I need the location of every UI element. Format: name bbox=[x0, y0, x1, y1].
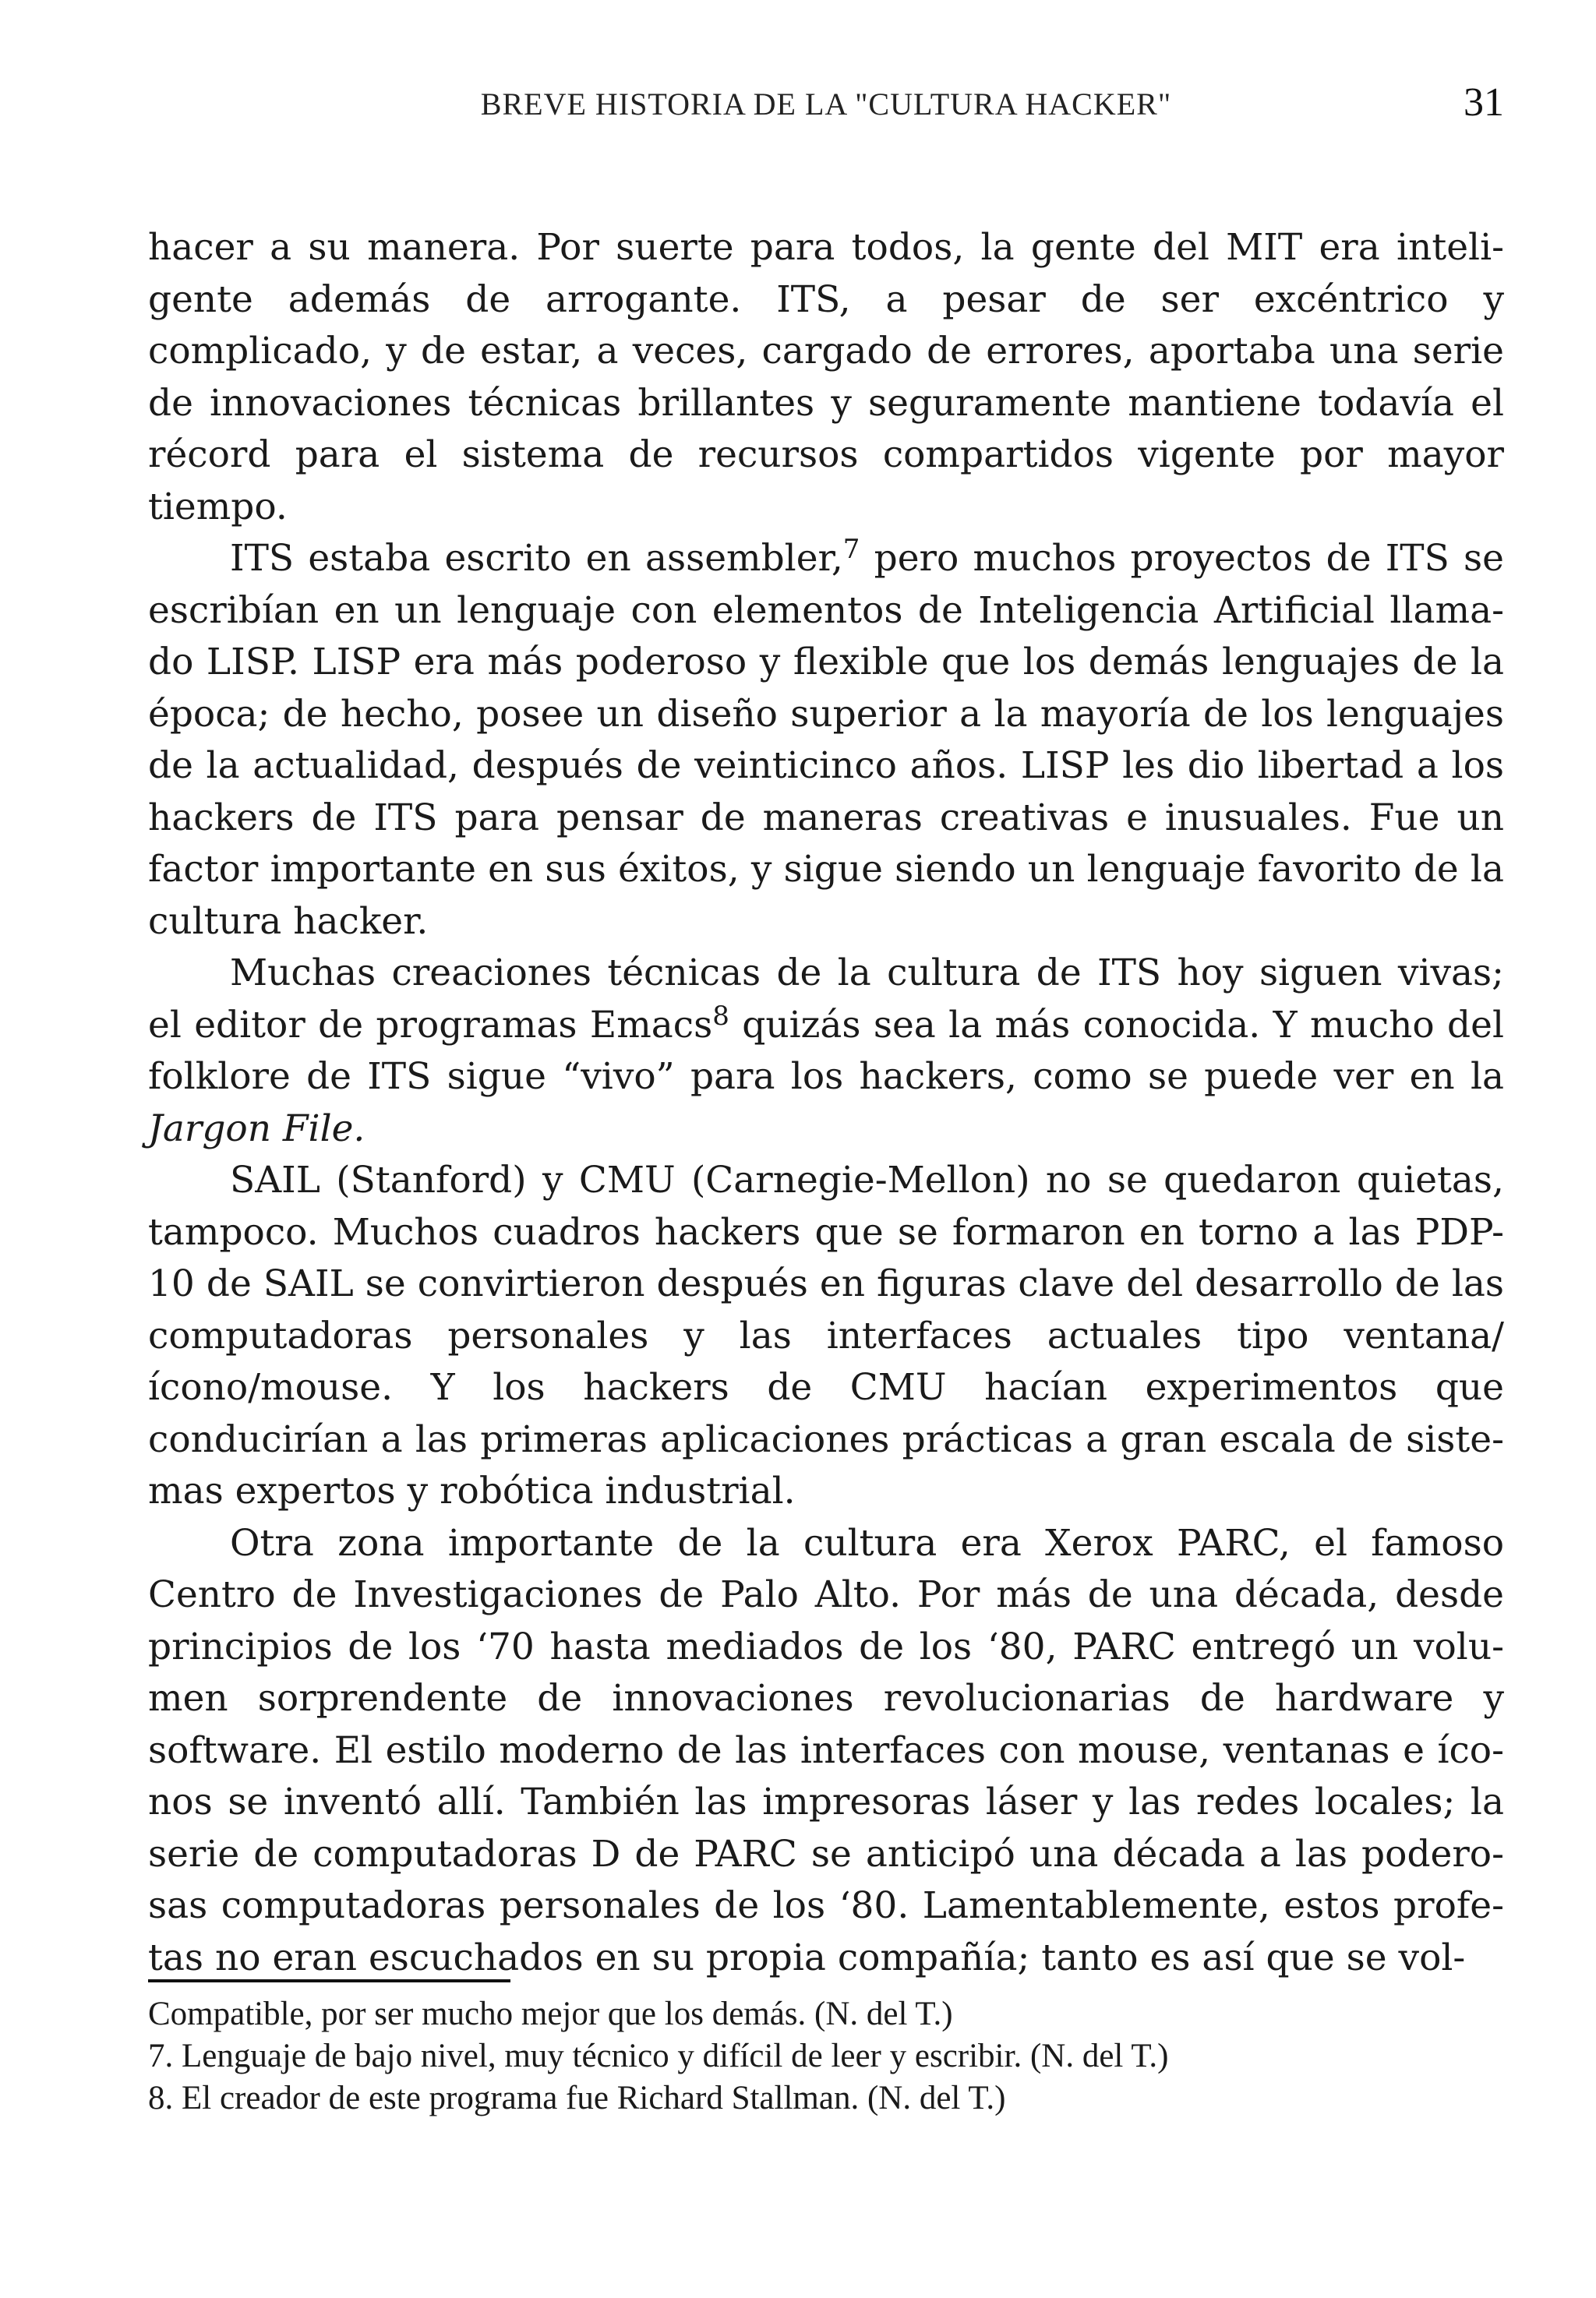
paragraph-3-part-b: quizás sea la más conocida. Y mucho del folklore de ITS sigue “vivo” para los hackers, como se puede ver en la bbox=[148, 1003, 1504, 1098]
body-text bbox=[148, 222, 1504, 1984]
page-number: 31 bbox=[1464, 80, 1504, 125]
paragraph-5: Otra zona importante de la cultura era Xerox PARC, el famoso Centro de Investigaciones de Palo Alto. Por más de una década, desde principios de los ‘70 hasta mediados de los ‘80, PARC entregó un volumen sorprendente de innovaciones revolucionarias de hardware y software. El estilo moderno de las interfaces con mouse, ventanas e íconos se inventó allí. También las impresoras láser y las redes locales; la serie de computadoras D de PARC se anticipó una década a las poderosas computadoras personales de los ‘80. Lamentablemente, estos profetas no eran escuchados en su propia compañía; tanto es así que se vol- bbox=[148, 1521, 1504, 1979]
paragraph-4: SAIL (Stanford) y CMU (Carnegie-Mellon) no se quedaron quietas, tampoco. Muchos cuadros hackers que se formaron en torno a las PDP-10 de SAIL se convirtieron después en figuras clave del desarrollo de las computadoras personales y las interfaces actuales tipo ventana/ícono/mouse. Y los hackers de CMU hacían experimentos que conducirían a las primeras aplicaciones prácticas a gran escala de sistemas expertos y robótica industrial. bbox=[148, 1159, 1504, 1513]
paragraph-2-part-b: pero muchos proyectos de ITS se escribían en un lenguaje con elementos de Inteligencia Artificial llamado LISP. LISP era más poderoso y flexible que los demás lenguajes de la época; de hecho, posee un diseño superior a la mayoría de los lenguajes de la actualidad, después de veinticinco años. LISP les dio libertad a los hackers de ITS para pensar de maneras creativas e inusuales. Fue un factor importante en sus éxitos, y sigue siendo un lenguaje favorito de la cultura hacker. bbox=[148, 537, 1504, 943]
paragraph-3-part-a: Muchas creaciones técnicas de la cultura de ITS hoy siguen vivas; el editor de programas Emacs bbox=[148, 951, 1504, 1047]
footnote-continued: Compatible, por ser mucho mejor que los demás. (N. del T.) bbox=[148, 1996, 953, 2032]
footnote-ref-8: 8 bbox=[712, 1000, 729, 1032]
jargon-file-title: Jargon File. bbox=[148, 1107, 365, 1150]
running-title: BREVE HISTORIA DE LA "CULTURA HACKER" bbox=[480, 86, 1172, 122]
footnotes bbox=[148, 1993, 1504, 2120]
footnote-8: 8. El creador de este programa fue Richard Stallman. (N. del T.) bbox=[148, 2080, 1006, 2116]
footnote-7: 7. Lenguaje de bajo nivel, muy técnico y difícil de leer y escribir. (N. del T.) bbox=[148, 2038, 1169, 2074]
running-head bbox=[148, 80, 1504, 131]
paragraph-1: hacer a su manera. Por suerte para todos, la gente del MIT era inteligente además de arrogante. ITS, a pesar de ser excéntrico y complicado, y de estar, a veces, cargado de errores, aportaba una serie de innovaciones técnicas brillantes y seguramente mantiene todavía el récord para el sistema de recursos compartidos vigente por mayor tiempo. bbox=[148, 226, 1504, 528]
footnote-ref-7: 7 bbox=[842, 534, 860, 565]
paragraph-2 bbox=[148, 533, 1504, 948]
footnote-separator bbox=[148, 1979, 510, 1982]
paragraph-2-part-a: ITS estaba escrito en assembler, bbox=[230, 537, 843, 580]
paragraph-3 bbox=[148, 948, 1504, 1155]
